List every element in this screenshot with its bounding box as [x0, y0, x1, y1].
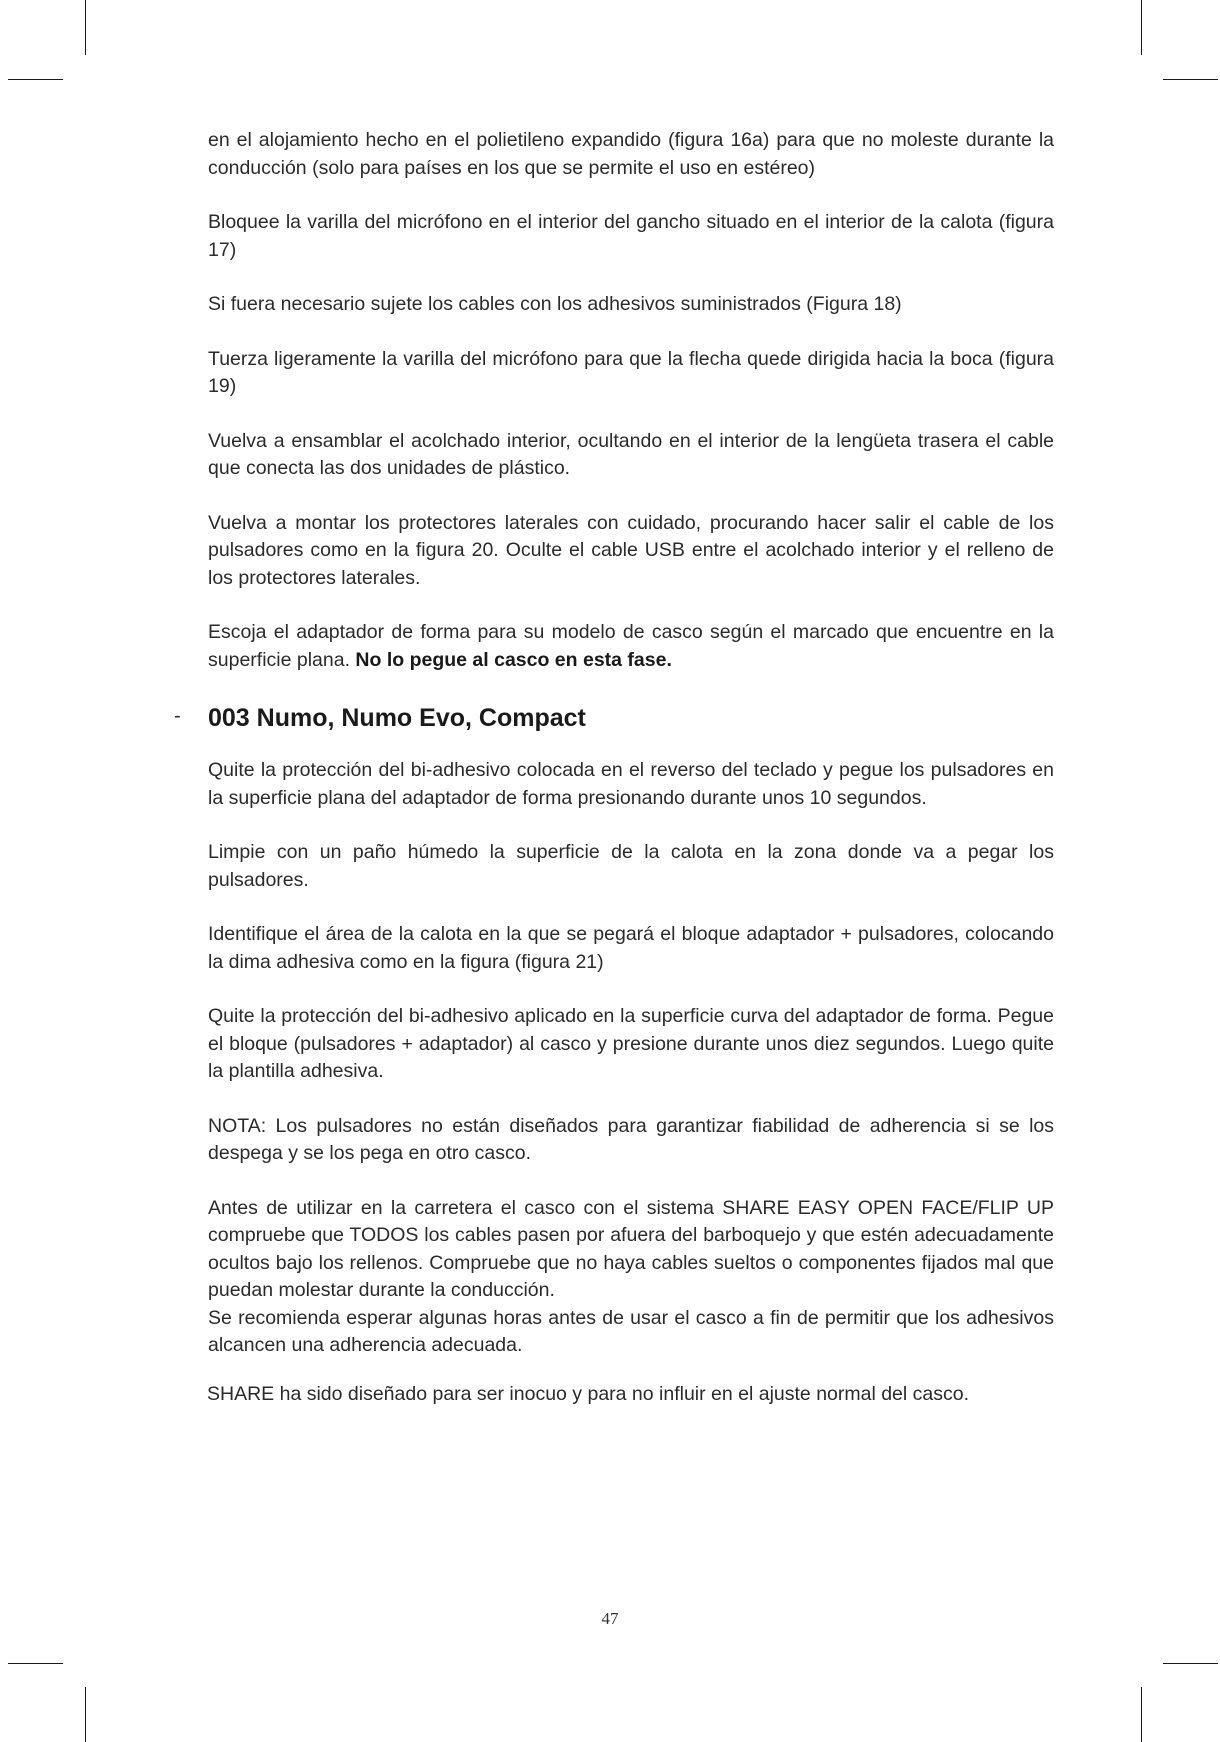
- crop-mark-top-left-vertical: [85, 0, 86, 55]
- paragraph-final: SHARE ha sido diseñado para ser inocuo y para no influir en el ajuste normal del casco.: [207, 1382, 970, 1405]
- page-content: [174, 127, 1054, 1435]
- paragraph-clean-shell: Limpie con un paño húmedo la superficie de la calota en la zona donde va a pegar los pulsadores.: [208, 841, 1054, 891]
- paragraph-side-protectors: Vuelva a montar los protectores laterales con cuidado, procurando hacer salir el cable de los pulsadores como en la figura 20. Oculte el cable USB entre el acolchado interior y el relleno de los protectores laterales.: [208, 511, 1054, 589]
- crop-mark-bottom-right-horizontal: [1163, 1663, 1218, 1664]
- paragraph-choose-adapter: [208, 619, 1054, 674]
- paragraph-reassemble-padding: Vuelva a ensamblar el acolchado interior, ocultando en el interior de la lengüeta trasera el cable que conecta las dos unidades de plástico.: [208, 429, 1054, 479]
- crop-mark-top-left-horizontal: [8, 79, 63, 80]
- adapter-warning-bold: No lo pegue al casco en esta fase.: [355, 648, 672, 671]
- paragraph-identify-area: Identifique el área de la calota en la que se pegará el bloque adaptador + pulsadores, colocando la dima adhesiva como en la figura (figura 21): [208, 923, 1054, 973]
- paragraph-attach-block: Quite la protección del bi-adhesivo aplicado en la superficie curva del adaptador de forma. Pegue el bloque (pulsadores + adaptador) al casco y presione durante unos diez segundos. Luego quite la plantilla adhesiva.: [208, 1005, 1054, 1082]
- adapter-text: Escoja el adaptador de forma para su modelo de casco según el marcado que encuentre en la superficie plana.: [208, 621, 1054, 671]
- paragraph-road-warning: [208, 1195, 1054, 1360]
- crop-mark-bottom-left-horizontal: [8, 1663, 63, 1664]
- paragraph-note: NOTA: Los pulsadores no están diseñados para garantizar fiabilidad de adherencia si se los despega y se los pega en otro casco.: [208, 1114, 1054, 1164]
- crop-mark-bottom-left-vertical: [85, 1687, 86, 1742]
- paragraph-figure-19: Tuerza ligeramente la varilla del micrófono para que la flecha quede dirigida hacia la boca (figura 19): [208, 347, 1054, 397]
- paragraph-remove-protection: Quite la protección del bi-adhesivo colocada en el reverso del teclado y pegue los pulsadores en la superficie plana del adaptador de forma presionando durante unos 10 segundos.: [208, 759, 1054, 809]
- crop-mark-bottom-right-vertical: [1141, 1687, 1142, 1742]
- page-number: 47: [601, 1609, 619, 1628]
- wait-recommendation-text: Se recomienda esperar algunas horas antes de usar el casco a fin de permitir que los adhesivos alcancen una adherencia adecuada.: [208, 1306, 1054, 1356]
- paragraph-figure-18: Si fuera necesario sujete los cables con los adhesivos suministrados (Figura 18): [208, 293, 902, 315]
- section-heading-row: [174, 701, 1054, 735]
- section-bullet: -: [174, 705, 181, 727]
- paragraph-figure-17: Bloquee la varilla del micrófono en el interior del gancho situado en el interior de la calota (figura 17): [208, 211, 1054, 261]
- crop-mark-top-right-horizontal: [1163, 79, 1218, 80]
- paragraph-figure-16a: en el alojamiento hecho en el polietileno expandido (figura 16a) para que no moleste durante la conducción (solo para países en los que se permite el uso en estéreo): [208, 129, 1054, 179]
- crop-mark-top-right-vertical: [1141, 0, 1142, 55]
- road-warning-text: Antes de utilizar en la carretera el casco con el sistema SHARE EASY OPEN FACE/FLIP UP compruebe que TODOS los cables pasen por afuera del barboquejo y que estén adecuadamente ocultos bajo los rellenos. Compruebe que no haya cables sueltos o componentes fijados mal que puedan molestar durante la conducción.: [208, 1196, 1054, 1301]
- section-title: 003 Numo, Numo Evo, Compact: [208, 704, 586, 732]
